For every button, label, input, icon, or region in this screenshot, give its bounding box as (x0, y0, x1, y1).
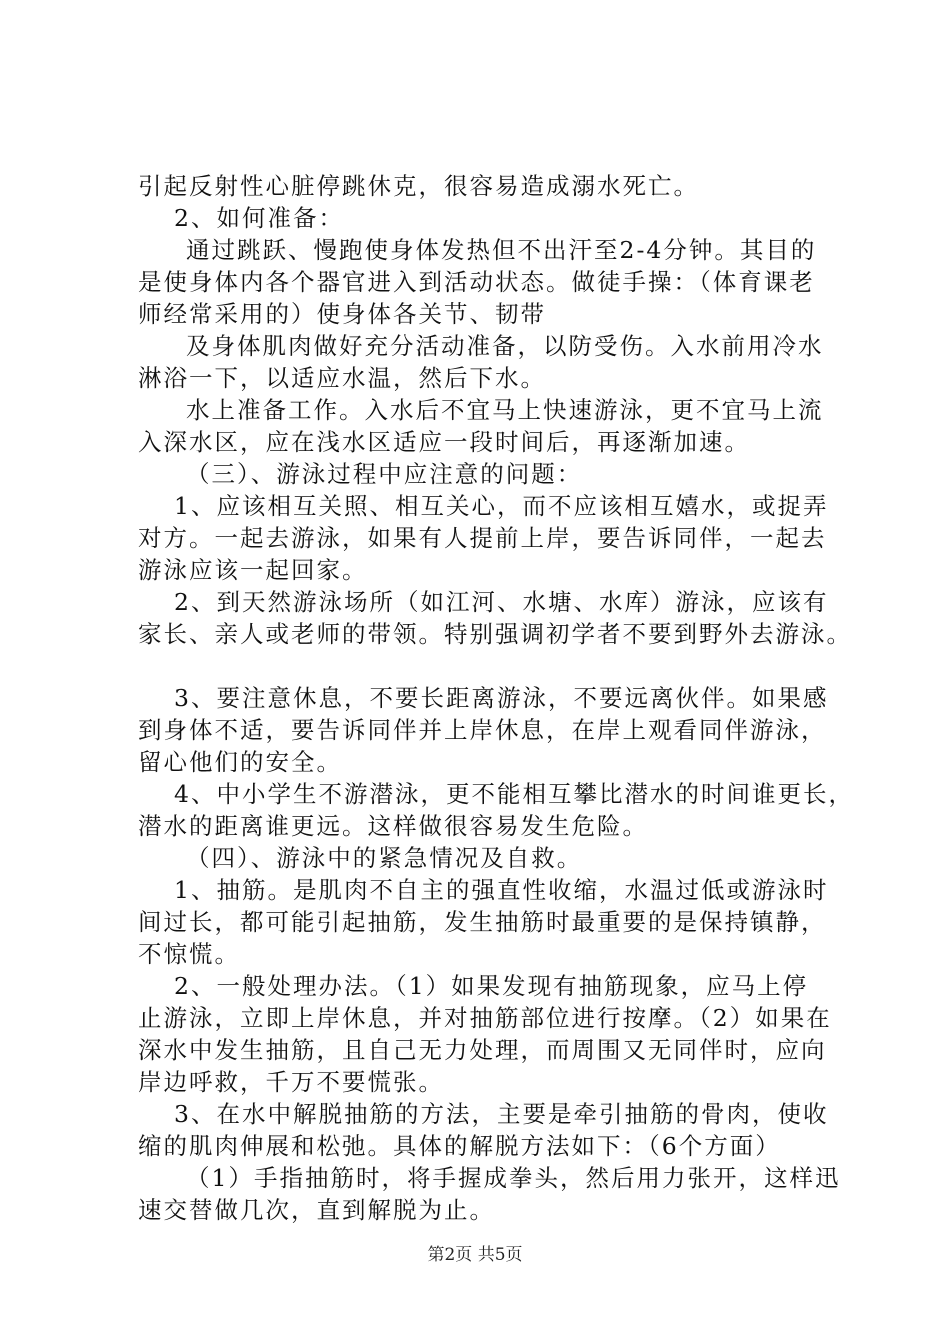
text-line: 3、在水中解脱抽筋的方法，主要是牵引抽筋的骨肉，使收 (174, 1100, 829, 1128)
text-line: 对方。一起去游泳，如果有人提前上岸，要告诉同伴，一起去 (138, 524, 827, 552)
text-line: 入深水区，应在浅水区适应一段时间后，再逐渐加速。 (138, 428, 750, 456)
page-footer: 第2页 共5页 (427, 1245, 523, 1265)
text-line: 不惊慌。 (138, 940, 240, 968)
text-line: 通过跳跃、慢跑使身体发热但不出汗至2-4分钟。其目的 (186, 236, 817, 264)
document-body (138, 170, 854, 1226)
text-line: 是使身体内各个器官进入到活动状态。做徒手操：（体育课老 (138, 268, 815, 296)
text-line: 留心他们的安全。 (138, 748, 342, 776)
text-line: 3、要注意休息，不要长距离游泳，不要远离伙伴。如果感 (174, 684, 829, 712)
text-line: 师经常采用的）使身体各关节、韧带 (138, 300, 546, 328)
text-line: 缩的肌肉伸展和松弛。具体的解脱方法如下：（6个方面） (138, 1132, 781, 1160)
text-line: 4、中小学生不游潜泳，更不能相互攀比潜水的时间谁更长， (174, 780, 854, 808)
text-line: 间过长，都可能引起抽筋，发生抽筋时最重要的是保持镇静， (138, 908, 827, 936)
text-line: （1）手指抽筋时，将手握成拳头，然后用力张开，这样迅 (186, 1164, 841, 1192)
text-line: 家长、亲人或老师的带领。特别强调初学者不要到野外去游泳。 (138, 620, 852, 648)
text-line: 速交替做几次，直到解脱为止。 (138, 1196, 495, 1224)
text-line: 2、到天然游泳场所（如江河、水塘、水库）游泳，应该有 (174, 588, 829, 616)
text-line: 引起反射性心脏停跳休克，很容易造成溺水死亡。 (138, 172, 699, 200)
text-line: 2、一般处理办法。（1）如果发现有抽筋现象，应马上停 (174, 972, 809, 1000)
text-line: 1、抽筋。是肌肉不自主的强直性收缩，水温过低或游泳时 (174, 876, 829, 904)
text-line: 淋浴一下，以适应水温，然后下水。 (138, 364, 546, 392)
text-line: 水上准备工作。入水后不宜马上快速游泳，更不宜马上流 (186, 396, 824, 424)
text-line: 2、如何准备： (174, 204, 344, 232)
text-line: 1、应该相互关照、相互关心，而不应该相互嬉水，或捉弄 (174, 492, 829, 520)
text-line: 深水中发生抽筋，且自己无力处理，而周围又无同伴时，应向 (138, 1036, 827, 1064)
text-line: 止游泳，立即上岸休息，并对抽筋部位进行按摩。（2）如果在 (138, 1004, 832, 1032)
text-line: 岸边呼救，千万不要慌张。 (138, 1068, 444, 1096)
text-line: 潜水的距离谁更远。这样做很容易发生危险。 (138, 812, 648, 840)
text-line: 到身体不适，要告诉同伴并上岸休息，在岸上观看同伴游泳， (138, 716, 827, 744)
text-line: 游泳应该一起回家。 (138, 556, 368, 584)
text-line: （三）、游泳过程中应注意的问题： (186, 460, 583, 488)
text-line: （四）、游泳中的紧急情况及自救。 (186, 844, 583, 872)
text-line: 及身体肌肉做好充分活动准备，以防受伤。入水前用冷水 (186, 332, 824, 360)
